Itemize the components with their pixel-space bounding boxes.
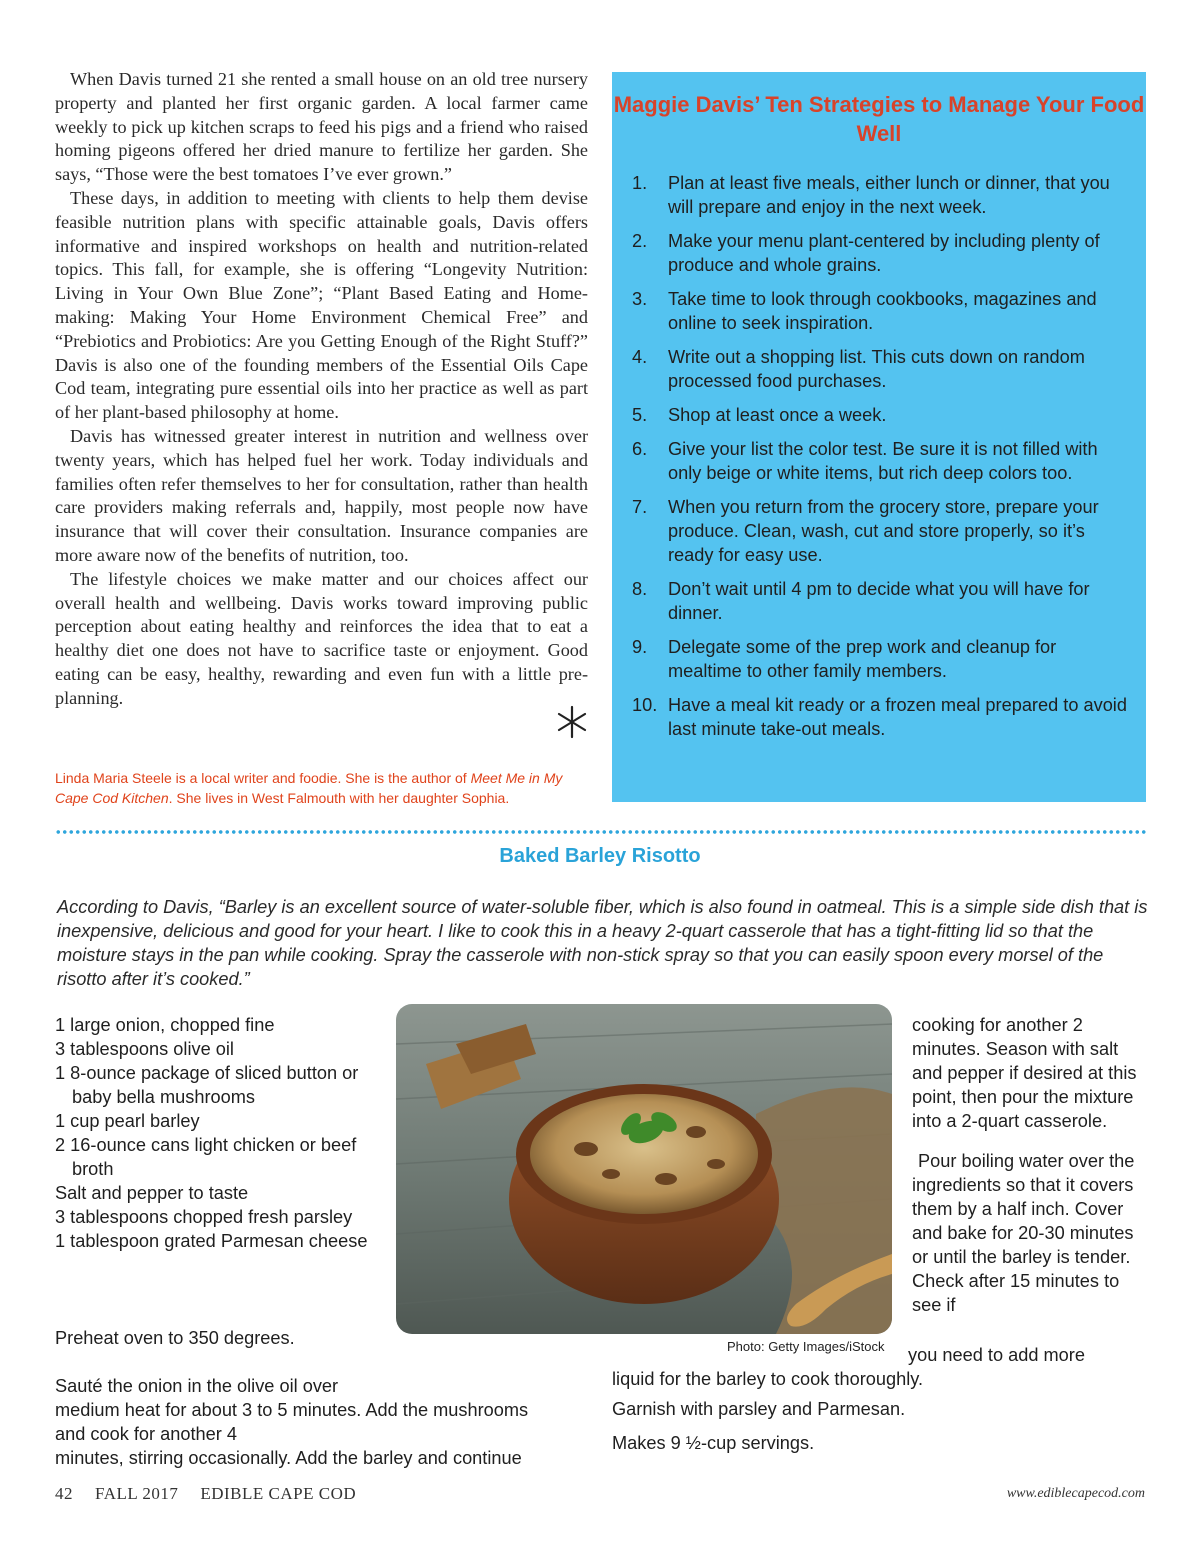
saute-step-line: medium heat for about 3 to 5 minutes. Add the mushrooms xyxy=(55,1400,529,1420)
item-text: Don’t wait until 4 pm to decide what you will have for dinner. xyxy=(668,579,1090,623)
ingredient-item: 1 8-ounce package of sliced button or baby bella mushrooms xyxy=(55,1063,359,1107)
list-item xyxy=(632,403,1132,427)
photo-credit: Photo: Getty Images/iStock xyxy=(727,1339,885,1354)
list-item xyxy=(632,437,1132,485)
saute-step-line: Sauté the onion in the olive oil over xyxy=(55,1376,339,1396)
item-number: 7. xyxy=(632,497,648,517)
item-number: 3. xyxy=(632,289,648,309)
item-text: Write out a shopping list. This cuts down on random processed food purchases. xyxy=(668,347,1085,391)
magazine-name: EDIBLE CAPE COD xyxy=(200,1484,357,1503)
page-footer xyxy=(55,1484,378,1504)
item-number: 5. xyxy=(632,405,648,425)
recipe-title: Baked Barley Risotto xyxy=(499,845,701,867)
list-item xyxy=(632,345,1132,393)
saute-step-line: and cook for another 4 xyxy=(55,1424,237,1444)
strategies-list xyxy=(632,171,1132,751)
baking-step-line: you need to add more xyxy=(908,1345,1085,1365)
garnish-step: Garnish with parsley and Parmesan. xyxy=(612,1399,906,1419)
baking-step-line: liquid for the barley to cook thoroughly. xyxy=(612,1369,924,1389)
item-number: 1. xyxy=(632,173,648,193)
strategies-sidebar xyxy=(612,72,1146,802)
ingredient-item: 2 16-ounce cans light chicken or beef broth xyxy=(55,1135,357,1179)
item-number: 8. xyxy=(632,579,648,599)
end-of-article-asterisk-icon xyxy=(552,702,592,742)
recipe-yield: Makes 9 ½-cup servings. xyxy=(612,1433,815,1453)
sidebar-title: Maggie Davis’ Ten Strategies to Manage Your Food Well xyxy=(613,92,1145,146)
ingredients-list xyxy=(55,1013,385,1253)
item-text: Plan at least five meals, either lunch or dinner, that you will prepare and enjoy in the next week. xyxy=(668,173,1110,217)
article-paragraph: When Davis turned 21 she rented a small house on an old tree nursery property and planted her first organic garden. A local farmer came weekly to pick up kitchen scraps to feed his pigs and a friend who raised homing pigeons offered her dried manure to fertilize her garden. She says, “Those were the best tomatoes I’ve ever grown.” xyxy=(55,69,588,185)
bio-text: . She lives in West Falmouth with her daughter Sophia. xyxy=(168,790,510,806)
article-paragraph: The lifestyle choices we make matter and our choices affect our overall health and wellbeing. Davis works toward improving public perception about eating healthy and reinforces the idea that to eat a healthy diet one does not have to sacrifice taste or enjoyment. Good eating can be easy, healthy, rewarding and even fun with a little pre-planning. xyxy=(55,568,588,708)
ingredient-item: Salt and pepper to taste xyxy=(55,1183,249,1203)
issue-label: FALL 2017 xyxy=(95,1484,179,1503)
item-text: Make your menu plant-centered by including plenty of produce and whole grains. xyxy=(668,231,1100,275)
ingredient-item: 1 tablespoon grated Parmesan cheese xyxy=(55,1231,368,1251)
list-item xyxy=(632,693,1132,741)
bio-text: Linda Maria Steele is a local writer and foodie. She is the author of xyxy=(55,770,471,786)
list-item xyxy=(632,287,1132,335)
article-paragraph: These days, in addition to meeting with clients to help them devise feasible nutrition plans with specific attainable goals, Davis offers informative and inspired workshops on health and nutrition-related topics. This fall, for example, she is offering “Longevity Nutrition: Living in Your Own Blue Zone”; “Plant Based Eating and Home-making: Making Your Home Environment Chemical Free” and “Prebiotics and Probiotics: Are you Getting Enough of the Right Stuff?” Davis is also one of the founding members of the Essential Oils Cape Cod team, integrating pure essential oils into her practice as well as part of her plant-based philosophy at home. xyxy=(55,187,588,423)
item-text: When you return from the grocery store, prepare your produce. Clean, wash, cut and store properly, so it’s ready for easy use. xyxy=(668,497,1099,565)
ingredient-item: 1 large onion, chopped fine xyxy=(55,1015,275,1035)
ingredient-item: 3 tablespoons olive oil xyxy=(55,1039,234,1059)
item-number: 10. xyxy=(632,695,658,715)
website-url: www.ediblecapecod.com xyxy=(1006,1486,1145,1501)
page-number: 42 xyxy=(55,1484,73,1503)
ingredient-item: 3 tablespoons chopped fresh parsley xyxy=(55,1207,353,1227)
cooking-step: cooking for another 2 minutes. Season with salt and pepper if desired at this point, then pour the mixture into a 2-quart casserole. xyxy=(912,1015,1137,1131)
barley-bowl-image xyxy=(396,1004,892,1334)
recipe-intro: According to Davis, “Barley is an excellent source of water-soluble fiber, which is also found in oatmeal. This is a simple side dish that is inexpensive, delicious and good for your heart. I like to cook this in a heavy 2-quart casserole that has a tight-fitting lid so that the moisture stays in the pan while cooking. Spray the casserole with non-stick spray so that you can easily spoon every morsel of the risotto after it’s cooked.” xyxy=(57,897,1148,989)
preheat-step: Preheat oven to 350 degrees. xyxy=(55,1328,295,1348)
recipe-right-column xyxy=(912,1013,1152,1317)
baking-step: Pour boiling water over the ingredients so that it covers them by a half inch. Cover and bake for 20-30 minutes or until the barley is tender. Check after 15 minutes to see if xyxy=(912,1151,1135,1315)
item-number: 9. xyxy=(632,637,648,657)
item-text: Take time to look through cookbooks, magazines and online to seek inspiration. xyxy=(668,289,1097,333)
list-item xyxy=(632,171,1132,219)
dotted-divider xyxy=(55,827,1148,837)
risotto-photo xyxy=(396,1004,892,1334)
item-number: 2. xyxy=(632,231,648,251)
bio-book-title: Meet Me in My Cape Cod Kitchen xyxy=(55,770,563,806)
list-item xyxy=(632,229,1132,277)
ingredient-item: 1 cup pearl barley xyxy=(55,1111,200,1131)
article-paragraph: Davis has witnessed greater interest in nutrition and wellness over twenty years, which has helped fuel her work. Today individuals and families often refer themselves to her for consultation, rather than health care providers making referrals and, happily, most people now have insurance that will cover their consultation. Insurance companies are more aware now of the benefits of nutrition, too. xyxy=(55,425,588,565)
list-item xyxy=(632,495,1132,567)
item-text: Shop at least once a week. xyxy=(668,405,887,425)
list-item xyxy=(632,577,1132,625)
item-text: Have a meal kit ready or a frozen meal prepared to avoid last minute take-out meals. xyxy=(668,695,1127,739)
list-item xyxy=(632,635,1132,683)
saute-step-line: minutes, stirring occasionally. Add the barley and continue xyxy=(55,1448,522,1468)
item-text: Delegate some of the prep work and cleanup for mealtime to other family members. xyxy=(668,637,1057,681)
author-bio xyxy=(55,768,595,808)
item-number: 4. xyxy=(632,347,648,367)
item-number: 6. xyxy=(632,439,648,459)
article-body xyxy=(55,68,588,711)
item-text: Give your list the color test. Be sure it is not filled with only beige or white items, but rich deep colors too. xyxy=(668,439,1098,483)
